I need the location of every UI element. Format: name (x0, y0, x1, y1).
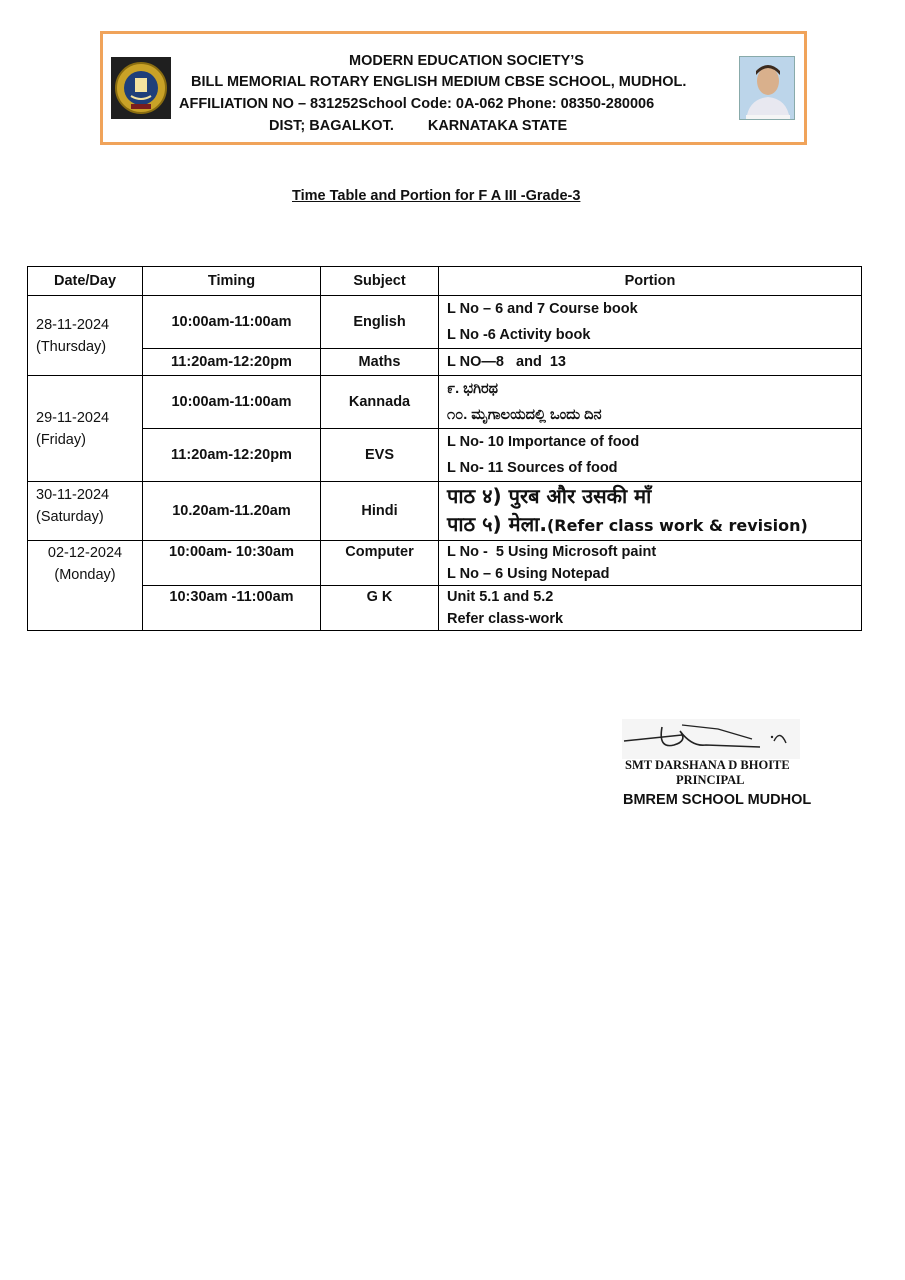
signatory-school: BMREM SCHOOL MUDHOL (623, 792, 812, 808)
signatory-name: SMT DARSHANA D BHOITE (625, 758, 790, 772)
timing-cell: 11:20am-12:20pm (143, 429, 321, 482)
district-text: DIST; BAGALKOT. (269, 118, 394, 134)
address-line (269, 118, 567, 134)
table-row (28, 586, 862, 631)
day-text: (Monday) (54, 567, 116, 583)
subject-cell: G K (321, 586, 439, 631)
subject-cell: Kannada (321, 376, 439, 429)
society-name: MODERN EDUCATION SOCIETY’S (349, 53, 584, 69)
portion-note: (Refer class work & revision) (546, 516, 808, 535)
portion-line (447, 510, 853, 540)
signature-icon (622, 719, 800, 759)
portion-line: L No -6 Activity book (447, 327, 591, 343)
table-row (28, 349, 862, 376)
subject-cell: Maths (321, 349, 439, 376)
subject-cell: EVS (321, 429, 439, 482)
table-row (28, 376, 862, 429)
portion-hindi-text: पाठ ५) मेला. (447, 512, 547, 536)
timing-cell: 10:00am-11:00am (143, 376, 321, 429)
school-logo-icon (111, 57, 171, 119)
portion-line: ೧೦. ಮೃಗಾಲಯದಲ್ಲಿ ಒಂದು ದಿನ (447, 407, 602, 423)
timetable (27, 266, 862, 631)
date-text: 28-11-2024 (36, 316, 110, 333)
subject-cell: English (321, 296, 439, 349)
date-text: 02-12-2024 (47, 545, 123, 561)
founder-photo-icon (739, 56, 795, 120)
portion-cell: L NO—8 and 13 (439, 349, 862, 376)
state-text: KARNATAKA STATE (427, 118, 568, 134)
timing-cell: 10.20am-11.20am (143, 482, 321, 541)
portion-cell (439, 296, 862, 349)
table-row (28, 429, 862, 482)
date-cell (28, 482, 143, 541)
subject-cell: Computer (321, 541, 439, 586)
portion-cell (439, 482, 862, 541)
column-header: Timing (143, 267, 321, 296)
timing-cell: 10:30am -11:00am (143, 586, 321, 631)
date-text: 29-11-2024 (36, 409, 110, 426)
table-row (28, 482, 862, 541)
table-row (28, 541, 862, 586)
portion-line: L No- 11 Sources of food (447, 460, 618, 476)
portion-line: Unit 5.1 and 5.2 (447, 589, 554, 605)
portion-line: ೯. ಭಗಿರಥ (447, 381, 499, 397)
date-cell (28, 376, 143, 482)
portion-line: L No – 6 Using Notepad (447, 566, 610, 582)
table-row (28, 296, 862, 349)
signatory-role: PRINCIPAL (676, 773, 745, 787)
portion-cell (439, 429, 862, 482)
page-title: Time Table and Portion for F A III -Grade-3 (292, 188, 581, 204)
portion-cell (439, 586, 862, 631)
portion-line: L No- 10 Importance of food (447, 434, 640, 450)
column-header: Subject (321, 267, 439, 296)
timing-cell: 10:00am- 10:30am (143, 541, 321, 586)
date-cell (28, 541, 143, 631)
timing-cell: 10:00am-11:00am (143, 296, 321, 349)
date-text: 30-11-2024 (36, 487, 110, 503)
school-header (100, 31, 807, 145)
portion-line: L No – 6 and 7 Course book (447, 301, 638, 317)
affiliation-line: AFFILIATION NO – 831252School Code: 0A-062 Phone: 08350-280006 (179, 96, 655, 112)
timing-cell: 11:20am-12:20pm (143, 349, 321, 376)
column-header: Date/Day (28, 267, 143, 296)
day-text: (Friday) (36, 431, 86, 448)
subject-cell: Hindi (321, 482, 439, 541)
portion-cell (439, 541, 862, 586)
portion-line: L No - 5 Using Microsoft paint (447, 544, 657, 560)
date-cell (28, 296, 143, 376)
school-name: BILL MEMORIAL ROTARY ENGLISH MEDIUM CBSE SCHOOL, MUDHOL. (191, 74, 687, 90)
portion-line: पाठ ४) पुरब और उसकी माँ (447, 484, 652, 508)
day-text: (Saturday) (36, 509, 104, 525)
portion-cell (439, 376, 862, 429)
portion-line: Refer class-work (447, 611, 564, 627)
table-header-row (28, 267, 862, 296)
column-header: Portion (439, 267, 862, 296)
day-text: (Thursday) (36, 338, 107, 355)
